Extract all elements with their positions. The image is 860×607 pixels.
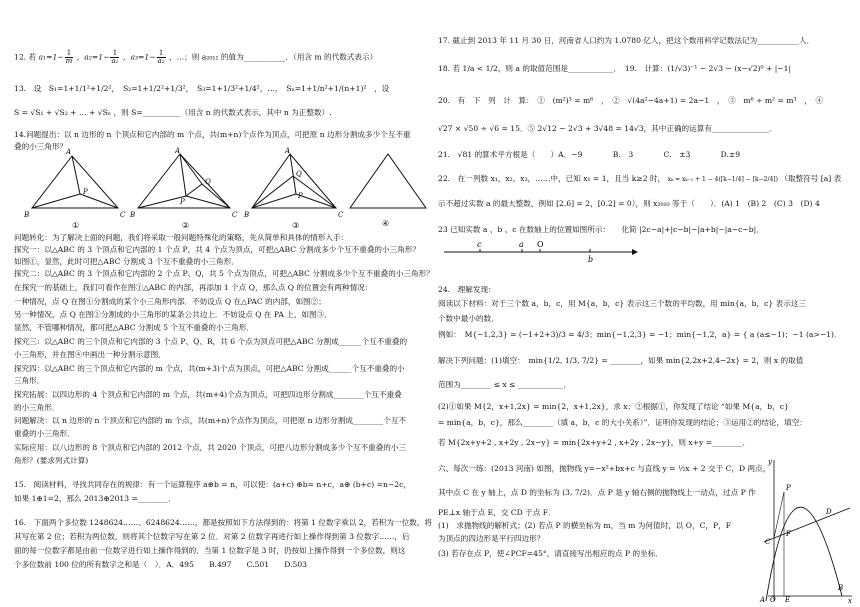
question-12 [14,50,377,65]
question-15-line1: 15. 阅读材料，寻找共同存在的规律：有一个运算程序 a⊕b = n，可以使：(a+c) ⊕b= n+c，a⊕ (b+c) =n−2c， [14,480,411,489]
question-20-line1: 20. 有 下 列 计 算： ① (m²)³ = m⁶ ， ② √(4a²−4a+1) = 2a−1 ， ③ m⁶ ÷ m² = m³ ， ④ [438,96,824,105]
fig2-line-pq [186,184,202,196]
number-line-arrow [632,249,638,255]
q14-text-4: 探究二：以△ABC 的 3 个顶点和它内部的 2 个点 P、Q，共 5 个点为顶点，可把△ABC 分割成多少个互不重叠的小三角形？ [14,269,434,278]
q14-text-5: 在探究一的基础上，我们可看作在图①△ABC 的内部，再添加 1 个点 Q，那么点 Q 的位置会有两种情况： [14,283,373,292]
q14-text-1: 问题转化：为了解决上面的问题，我们将采取一般问题特殊化的策略，先从简单和具体的情形入手： [14,233,349,242]
q24-line2: 阅读以下材料：对于三个数 a，b，c，用 M{a，b，c} 表示这三个数的平均数，用 min{a，b，c} 表示这三 [438,299,806,308]
fig3-line-bp [252,194,296,208]
question-16-line1: 16. 下面两个多位数 1248624……、6248624……，都是按照如下方法得到的：将第 1 位数字乘以 2，若积为一位数，将 [14,518,432,527]
q12-frac3-num: 1 [157,50,166,58]
figure-4 [350,154,426,208]
q14-text-3: 如图①，显然，此时可把△ABC 分割成 3 个互不重叠的小三角形． [14,257,239,266]
label-c: c [477,240,482,249]
q24-line9: 若 M{2x+y+2 , x+2y , 2x−y} = min{2x+y+2 , x+2y , 2x−y}，则 x+y =________． [438,438,751,447]
fig3-label-c: C [338,211,344,219]
q12-pre: 若 [28,52,37,62]
q24-line1: 24. 理解发现： [438,285,496,294]
label-o: O [770,596,776,604]
q24-line5: 解决下列问题：(1)填空： min{1/2, 1/3, 7/2} = ________，如果 min{2,2x+2,4−2x} = 2，则 x 的取值 [438,356,804,365]
fig1-label-p: P [83,188,88,196]
q12-post: ，…；则 a₂₀₁₁ 的值为___________．（用含 m 的代数式表示） [169,52,378,62]
parabola-graph [748,456,856,604]
label-x: x [848,597,852,605]
figure-1 [32,156,118,208]
question-13-line2: S = √S₁ + √S₂ + … + √Sₙ ，则 S=__________（用含 n 的代数式表示，其中 n 为正整数）. [14,108,332,117]
q12-a2: ，a₂=1− [76,52,110,62]
q14-text-15: 问题解决：以 n 边形的 n 个顶点和它内部的 m 个点，共(m+n)个点作为顶点，可把原 n 边形分割成________个互不 [14,416,407,425]
q25-line5: 为顶点的四边形是平行四边形？ [438,534,545,543]
question-14-line1: 14.问题提出：以 n 边形的 n 个顶点和它内部的 m 个点，共(m+n)个点作为顶点，可把原 n 边形分割成多少个互不重 [14,130,411,139]
fig2-label-p: P [180,198,185,206]
q24-line3: 个数中最小的数． [438,314,499,323]
q24-line6: 范围为________ ≤ x ≤ ____________． [438,380,571,389]
label-c: C [765,538,771,546]
question-15-line2: 如果 1⊕1=2，那么 2013⊕2013 =________． [14,494,176,503]
figure-3 [252,154,336,208]
fig2-label-a: A [175,147,181,155]
q14-text-7: 另一种情况，点 Q 在图①分割成的小三角形的某条公共边上．不妨设点 Q 在 PA 上，如图③． [14,310,332,319]
q14-text-18: 角形？(要求列式计算) [14,456,89,465]
question-22-line2: 示不超过实数 a 的最大整数，例如 [2.6] = 2，[0.2] = 0），则 x₂₀₁₀ 等于（ ）．(A) 1 (B) 2 (C) 3 (D) 4 [438,199,820,208]
label-f: F [786,530,791,538]
fig3-caption: ③ [292,221,300,230]
q12-frac2-den: a₁ [111,57,119,65]
q22-formula: xₖ = xₖ₋₁ + 1 − 4([k−1/4] − [k−2/4]) [667,176,778,183]
question-18-19: 18. 若 1/a < 1/2，则 a 的取值范围是____________． 19. 计算：(1/√3)⁻¹ − 2√3 − (x−√2)⁰ + |−1| [438,64,792,73]
fig1-triangle [32,156,118,208]
fig2-label-q: Q [205,178,211,186]
q24-line4: 例如： M{−1,2,3} = (−1+2+3)/3 = 4/3；min{−1,2,3} = −1；min{−1,2，a} = { a (a≤−1)；−1 (a>−1)． [438,330,842,339]
fig1-line-ap [72,156,80,194]
fig4-caption: ④ [382,219,390,228]
q12-frac2-num: 1 [110,50,119,58]
fig1-caption: ① [72,221,80,230]
q12-frac1-den: m [65,57,73,65]
label-y: y [768,458,772,466]
q14-text-9: 探究三：以△ABC 的三个顶点和它内部的 3 个点 P、Q、R，共 6 个点为顶点可把△ABC 分割成______个互不重叠的 [14,337,408,346]
q12-frac2 [110,50,119,65]
q14-text-8: 显然，不管哪种情况，都可把△ABC 分割成 5 个互不重叠的小三角形． [14,323,254,332]
q22-intro: 22. 在一列数 x₁，x₂，x₃，……中，已知 x₁ = 1，且当 k≥2 时， [438,174,666,183]
fig3-label-q: Q [296,170,302,178]
triangle-figures [24,147,430,234]
label-d: D [826,508,832,516]
question-16-line3: 面的每一位数字都是由前一位数字进行如上操作得到的．当第 1 位数字是 3 时，仍按如上操作得到一个多位数，则这 [14,546,406,555]
label-a: a [519,240,524,249]
q25-line2: 其中点 C 在 y 轴上，点 D 的坐标为 (3, 7/2)．点 P 是 y 轴右侧的抛物线上一动点，过点 P 作 [438,488,756,497]
question-17: 17. 截止到 2013 年 11 月 30 日，河南省人口约为 1.0780 亿人，把这个数用科学记数法记为___________人． [438,36,815,45]
q12-number: 12. [14,52,27,62]
q14-text-2: 探究一：以△ABC 的 3 个顶点和它内部的 1 个点 P，共 4 个点为顶点，可把△ABC 分割成多少个互不重叠的小三角形？ [14,245,420,254]
question-16-line2: 其写在第 2 位；若积为两位数，则将其个位数字写在第 2 位．对第 2 位数字再进行如上操作得到第 3 位数字……，后 [14,532,410,541]
fig2-line-bp [138,196,186,208]
q14-text-11: 探究四：以△ABC 的三个顶点和它内部的 m 个点，共(m+3)个点为顶点，可把△ABC 分割成______个互不重叠的小 [14,364,405,373]
label-a: A [760,596,766,604]
question-14-line2: 叠的小三角形？ [14,142,68,151]
fig3-label-a: A [285,147,291,155]
q22-note: （取整符号 [a] 表 [780,174,842,183]
fig3-line-bq [252,176,293,208]
fig2-label-c: C [232,211,238,219]
label-b: B [838,584,844,592]
q12-frac1-num: 1 [65,50,74,58]
q12-frac3 [157,50,166,65]
right-column [430,0,860,607]
question-13-line1: 13. 设 S₁=1+1/1²+1/2²， S₂=1+1/2²+1/3²， S₃=1+1/3²+1/4²，…， Sₙ=1+1/n²+1/(n+1)² ，设 [14,84,390,93]
fig1-line-bp [32,194,80,208]
q14-text-10: 小三角形，并在图④中画出一种分割示意图． [14,350,166,359]
fig3-label-b: B [244,211,250,219]
fig4-triangle [350,154,426,208]
q12-a3: ，a₃=1− [122,52,156,62]
question-16-line4: 个多位数前 100 位的所有数字之和是（ ）．A．495 B.497 C.501 D.503 [14,560,308,569]
question-22-line1 [438,174,841,185]
fig3-label-p: P [298,192,303,200]
q12-frac1 [65,50,74,65]
q14-text-13: 探究拓展：以四边形的 4 个顶点和它内部的 m 个点，共(m+4)个点为顶点，可把四边形分割成________个互不重叠 [14,390,402,399]
number-line [442,240,642,270]
fig2-caption: ② [182,221,190,230]
q25-line6: (3) 若存在点 P，使∠PCF=45°，请直接写出相应的点 P 的坐标． [438,549,663,558]
q24-line7: (2)①如果 M{2，x+1,2x} = min{2，x+1,2x}，求 x；②根据①，你发现了结论 “如果 M{a，b，c} [438,402,789,411]
fig1-label-b: B [24,211,30,219]
q14-text-6: 一种情况，点 Q 在图①分割成的某个小三角形内部．不妨设点 Q 在△PAC 的内部，如图②； [14,297,326,306]
q12-frac3-den: a₂ [157,57,165,65]
q14-text-16: 重叠的小三角形． [14,429,75,438]
fig2-label-b: B [130,211,136,219]
q25-line4: (1) 求抛物线的解析式；(2) 若点 P 的横坐标为 m，当 m 为何值时，以 O，C，P，F [438,521,731,530]
label-b: b [588,255,594,264]
fig1-label-a: A [66,148,72,156]
q14-text-17: 实际应用：以八边形的 8 个顶点和它内部的 2012 个点，共 2020 个顶点，可把八边形分割成多少个互不重叠的小三 [14,443,407,452]
q12-a1: a₁=1− [38,52,64,62]
question-21: 21. √81 的算术平方根是（ ）A．−9 B. 3 C. ±3 D.±9 [438,150,741,159]
q24-line8: = min{a，b，c}，那么________（填 a，b，c 的大小关系）”．证明你发现的结论；③运用②的结论，填空： [438,418,807,427]
question-20-line2: √27 × √50 ÷ √6 = 15．⑤ 2√12 − 2√3 + 3√48 = 14√3，其中正确的运算有_______________． [438,124,777,133]
label-p: P [786,484,791,492]
fig1-label-c: C [120,211,126,219]
label-o: O [537,240,544,249]
q25-line3: PE⊥x 轴于点 E，交 CD 于点 F． [438,508,556,517]
label-e: E [785,596,791,604]
question-23: 23 已知实数 a 、b 、c 在数轴上的位置如图所示： 化简 |2c−a|+|c−b|−|a+b|−|a−c−b|． [438,225,764,234]
q14-text-12: 三角形． [14,376,45,385]
q25-line1: 六、每次一练：(2013 河南) 如图，抛物线 y=−x²+bx+c 与直线 y = ½x + 2 交于 C，D 两点， [438,464,771,473]
q14-text-14: 的小三角形． [14,403,60,412]
